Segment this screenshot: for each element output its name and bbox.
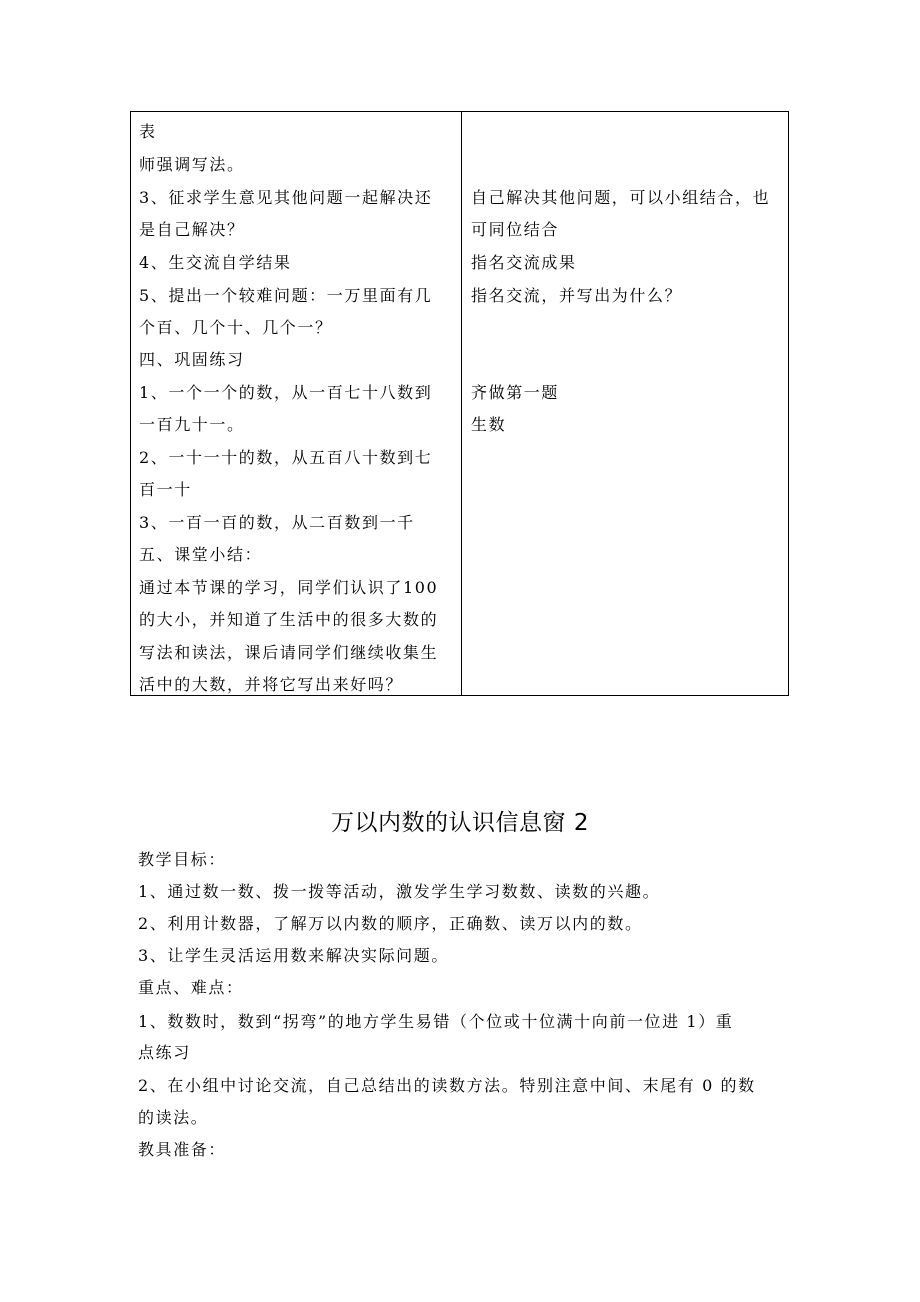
table-left-line: 五、课堂小结：	[139, 545, 263, 564]
lesson-title: 万以内数的认识信息窗 2	[331, 810, 589, 836]
table-left-line: 3、一百一百的数，从二百数到一千	[139, 513, 415, 532]
lesson-table	[130, 111, 789, 696]
objective-item: 3、让学生灵活运用数来解决实际问题。	[138, 946, 449, 965]
table-right-line: 齐做第一题	[471, 383, 560, 402]
table-right-line: 可同位结合	[471, 220, 560, 239]
table-left-line: 5、提出一个较难问题：一万里面有几	[139, 286, 433, 305]
objective-item: 1、通过数一数、拨一拨等活动，激发学生学习数数、读数的兴趣。	[138, 882, 661, 901]
table-left-line: 个百、几个十、几个一？	[139, 318, 333, 337]
student-activity-cell	[471, 112, 783, 695]
section-heading-key-points: 重点、难点：	[138, 978, 244, 997]
table-left-line: 四、巩固练习	[139, 350, 245, 369]
table-left-line: 通过本节课的学习，同学们认识了100	[139, 578, 439, 597]
objective-item: 2、利用计数器，了解万以内数的顺序，正确数、读万以内的数。	[138, 914, 643, 933]
table-right-line: 自己解决其他问题，可以小组结合，也	[471, 188, 771, 207]
table-left-line: 百一十	[139, 480, 192, 499]
key-point-item: 2、在小组中讨论交流，自己总结出的读数方法。特别注意中间、末尾有 0 的数	[138, 1076, 756, 1095]
table-left-line: 的大小，并知道了生活中的很多大数的	[139, 610, 439, 629]
table-right-line: 指名交流，并写出为什么？	[471, 286, 683, 305]
section-heading-objectives: 教学目标：	[138, 850, 227, 869]
table-right-line: 指名交流成果	[471, 253, 577, 272]
table-left-line: 是自己解决？	[139, 220, 245, 239]
table-left-line: 3、征求学生意见其他问题一起解决还	[139, 188, 433, 207]
key-point-item: 1、数数时，数到“拐弯”的地方学生易错（个位或十位满十向前一位进 1）重	[138, 1012, 734, 1031]
table-left-line: 表	[139, 122, 157, 141]
table-left-line: 1、一个一个的数，从一百七十八数到	[139, 383, 433, 402]
key-point-item-continued: 点练习	[138, 1043, 191, 1062]
table-right-line: 生数	[471, 415, 507, 434]
key-point-item-continued: 的读法。	[138, 1108, 209, 1127]
table-left-line: 活中的大数，并将它写出来好吗？	[139, 675, 404, 694]
table-left-line: 2、一十一十的数，从五百八十数到七	[139, 448, 433, 467]
section-heading-materials: 教具准备：	[138, 1140, 227, 1159]
teacher-activity-cell	[139, 112, 457, 695]
table-left-line: 一百九十一。	[139, 415, 245, 434]
column-divider	[461, 112, 462, 695]
table-left-line: 4、生交流自学结果	[139, 253, 292, 272]
table-left-line: 写法和读法，课后请同学们继续收集生	[139, 643, 439, 662]
table-left-line: 师强调写法。	[139, 155, 245, 174]
